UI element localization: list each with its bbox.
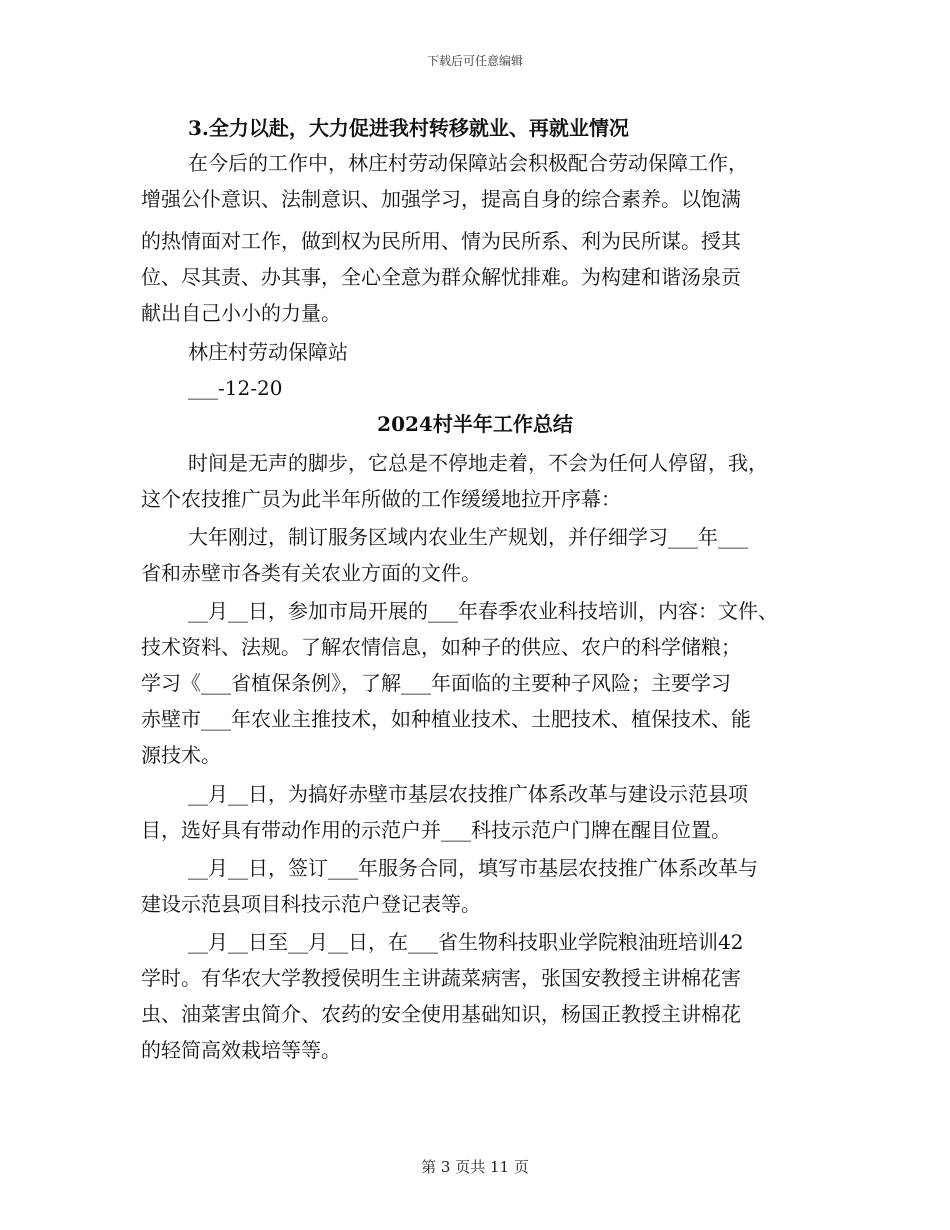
paragraph-line: 建设示范县项目科技示范户登记表等。 [141,892,481,916]
paragraph-line: 这个农技推广员为此半年所做的工作缓缓地拉开序幕： [141,487,621,511]
paragraph-line: 技术资料、法规。了解农情信息，如种子的供应、农户的科学储粮； [141,635,741,659]
page-header: 下载后可任意编辑 [426,54,523,68]
paragraph-line: 学时。有华农大学教授侯明生主讲蔬菜病害，张国安教授主讲棉花害 [141,966,741,990]
paragraph-line: 增强公仆意识、法制意识、加强学习，提高自身的综合素养。以饱满 [141,187,741,211]
paragraph-line: 源技术。 [141,743,221,767]
paragraph-line: 虫、油菜害虫简介、农药的安全使用基础知识，杨国正教授主讲棉花 [141,1002,741,1026]
paragraph-line: 省和赤壁市各类有关农业方面的文件。 [141,561,481,585]
paragraph-line: 大年刚过，制订服务区域内农业生产规划，并仔细学习___年___ [188,525,748,549]
paragraph-line: 时间是无声的脚步，它总是不停地走着，不会为任何人停留，我， [188,451,768,475]
paragraph-line: 的热情面对工作，做到权为民所用、情为民所系、利为民所谋。授其 [141,229,741,253]
signature-date: ___-12-20 [188,376,283,400]
paragraph-line: 位、尽其责、办其事，全心全意为群众解忧排难。为构建和谐汤泉贡 [141,265,741,289]
paragraph-line: __月__日，为搞好赤壁市基层农技推广体系改革与建设示范县项 [188,782,748,806]
paragraph-line: __月__日，签订___年服务合同，填写市基层农技推广体系改革与 [188,856,758,880]
paragraph-line: 在今后的工作中，林庄村劳动保障站会积极配合劳动保障工作， [188,151,748,175]
signature: 林庄村劳动保障站 [188,340,348,364]
section-heading: 3.全力以赴，大力促进我村转移就业、再就业情况 [188,116,629,140]
paragraph-line: __月__日，参加市局开展的___年春季农业科技培训，内容：文件、 [188,599,778,623]
paragraph-line: 赤壁市___年农业主推技术，如种植业技术、土肥技术、植保技术、能 [141,707,751,731]
document-title: 2024村半年工作总结 [377,412,573,436]
paragraph-line: 学习《___省植保条例》，了解___年面临的主要种子风险；主要学习 [141,671,731,695]
page-footer: 第 3 页共 11 页 [421,1158,529,1176]
paragraph-line: 献出自己小小的力量。 [141,301,341,325]
paragraph-line: 目，选好具有带动作用的示范户并___科技示范户门牌在醒目位置。 [141,818,731,842]
paragraph-line: __月__日至__月__日，在___省生物科技职业学院粮油班培训42 [188,930,744,954]
paragraph-line: 的轻简高效栽培等等。 [141,1038,341,1062]
